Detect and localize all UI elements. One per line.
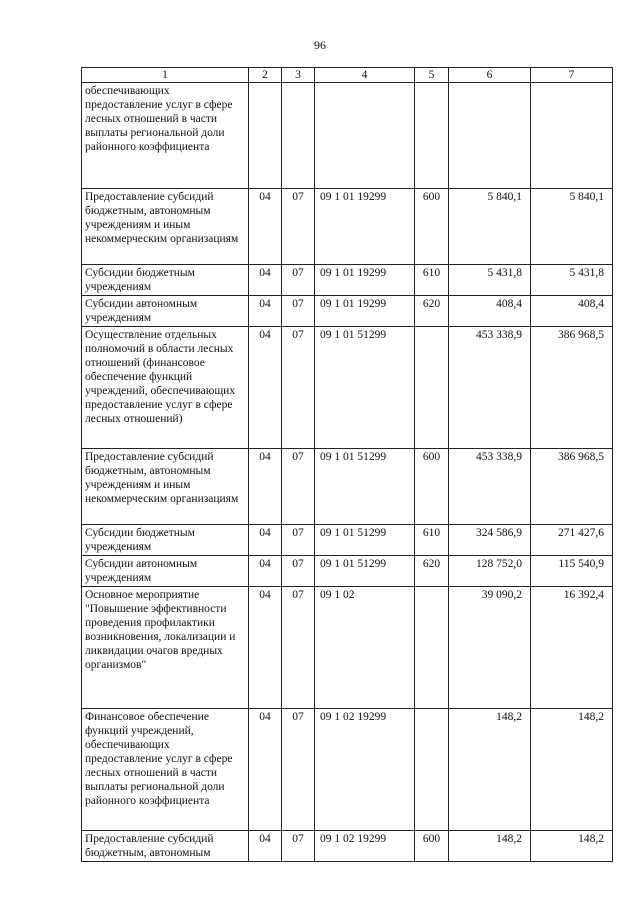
budget-table xyxy=(81,67,613,862)
row-sum-2 xyxy=(531,83,613,189)
table-row xyxy=(82,556,613,587)
header-row xyxy=(82,68,613,83)
row-target-code: 09 1 01 51299 xyxy=(315,525,415,556)
header-col-5: 5 xyxy=(415,68,449,83)
row-sum-2: 148,2 xyxy=(531,709,613,831)
row-expense-type: 600 xyxy=(415,189,449,265)
row-sum-2: 386 968,5 xyxy=(531,327,613,449)
row-sum-1: 453 338,9 xyxy=(449,449,531,525)
row-section xyxy=(249,83,282,189)
row-sum-2: 408,4 xyxy=(531,296,613,327)
row-expense-type: 620 xyxy=(415,556,449,587)
row-sum-2: 148,2 xyxy=(531,831,613,862)
row-target-code: 09 1 01 19299 xyxy=(315,189,415,265)
row-subsection: 07 xyxy=(282,525,315,556)
row-subsection: 07 xyxy=(282,709,315,831)
row-sum-1: 5 840,1 xyxy=(449,189,531,265)
row-expense-type: 610 xyxy=(415,525,449,556)
row-subsection: 07 xyxy=(282,265,315,296)
table-row xyxy=(82,831,613,862)
table-row xyxy=(82,587,613,709)
row-target-code: 09 1 01 51299 xyxy=(315,327,415,449)
row-section: 04 xyxy=(249,556,282,587)
row-expense-type xyxy=(415,83,449,189)
row-sum-2: 271 427,6 xyxy=(531,525,613,556)
row-subsection xyxy=(282,83,315,189)
row-name: Предоставление субсидий бюджетным, автономным учреждениям и иным некоммерческим организациям xyxy=(82,449,249,525)
header-col-3: 3 xyxy=(282,68,315,83)
table-row xyxy=(82,525,613,556)
row-sum-1: 453 338,9 xyxy=(449,327,531,449)
row-subsection: 07 xyxy=(282,449,315,525)
row-sum-1: 148,2 xyxy=(449,831,531,862)
row-expense-type: 620 xyxy=(415,296,449,327)
header-col-7: 7 xyxy=(531,68,613,83)
table-row xyxy=(82,449,613,525)
row-sum-2: 16 392,4 xyxy=(531,587,613,709)
row-name: Финансовое обеспечение функций учреждений, обеспечивающих предоставление услуг в сфере лесных отношений в части выплаты региональной доли районного коэффициента xyxy=(82,709,249,831)
row-sum-2: 5 840,1 xyxy=(531,189,613,265)
row-name: Осуществление отдельных полномочий в области лесных отношений (финансовое обеспечение функций учреждений, обеспечивающих предоставление услуг в сфере лесных отношений) xyxy=(82,327,249,449)
row-sum-1 xyxy=(449,83,531,189)
table-row xyxy=(82,296,613,327)
table-row xyxy=(82,709,613,831)
row-name: Субсидии автономным учреждениям xyxy=(82,556,249,587)
row-expense-type: 600 xyxy=(415,831,449,862)
row-expense-type xyxy=(415,587,449,709)
page-number: 96 xyxy=(314,38,326,52)
row-section: 04 xyxy=(249,449,282,525)
row-target-code: 09 1 01 19299 xyxy=(315,296,415,327)
row-section: 04 xyxy=(249,296,282,327)
row-sum-1: 5 431,8 xyxy=(449,265,531,296)
row-expense-type xyxy=(415,709,449,831)
row-name: Основное мероприятие "Повышение эффективности проведения профилактики возникновения, локализации и ликвидации очагов вредных организмов" xyxy=(82,587,249,709)
row-sum-1: 128 752,0 xyxy=(449,556,531,587)
table-row xyxy=(82,265,613,296)
table-row xyxy=(82,189,613,265)
row-section: 04 xyxy=(249,709,282,831)
row-sum-1: 408,4 xyxy=(449,296,531,327)
row-subsection: 07 xyxy=(282,587,315,709)
row-subsection: 07 xyxy=(282,556,315,587)
row-subsection: 07 xyxy=(282,327,315,449)
row-expense-type: 600 xyxy=(415,449,449,525)
header-col-6: 6 xyxy=(449,68,531,83)
row-section: 04 xyxy=(249,327,282,449)
table-row xyxy=(82,83,613,189)
row-expense-type xyxy=(415,327,449,449)
row-target-code: 09 1 02 19299 xyxy=(315,709,415,831)
row-name: Предоставление субсидий бюджетным, автономным xyxy=(82,831,249,862)
row-subsection: 07 xyxy=(282,831,315,862)
row-name: Предоставление субсидий бюджетным, автономным учреждениям и иным некоммерческим организациям xyxy=(82,189,249,265)
header-col-2: 2 xyxy=(249,68,282,83)
row-target-code: 09 1 02 19299 xyxy=(315,831,415,862)
row-section: 04 xyxy=(249,587,282,709)
row-target-code: 09 1 02 xyxy=(315,587,415,709)
row-expense-type: 610 xyxy=(415,265,449,296)
row-sum-2: 115 540,9 xyxy=(531,556,613,587)
row-sum-2: 386 968,5 xyxy=(531,449,613,525)
row-name: Субсидии автономным учреждениям xyxy=(82,296,249,327)
table-row xyxy=(82,327,613,449)
row-target-code: 09 1 01 51299 xyxy=(315,449,415,525)
row-target-code: 09 1 01 19299 xyxy=(315,265,415,296)
header-col-4: 4 xyxy=(315,68,415,83)
row-section: 04 xyxy=(249,525,282,556)
row-sum-2: 5 431,8 xyxy=(531,265,613,296)
row-section: 04 xyxy=(249,831,282,862)
row-name: обеспечивающих предоставление услуг в сфере лесных отношений в части выплаты региональной доли районного коэффициента xyxy=(82,83,249,189)
header-col-1: 1 xyxy=(82,68,249,83)
row-target-code: 09 1 01 51299 xyxy=(315,556,415,587)
row-subsection: 07 xyxy=(282,189,315,265)
row-target-code xyxy=(315,83,415,189)
row-subsection: 07 xyxy=(282,296,315,327)
row-name: Субсидии бюджетным учреждениям xyxy=(82,525,249,556)
row-sum-1: 324 586,9 xyxy=(449,525,531,556)
row-section: 04 xyxy=(249,189,282,265)
row-name: Субсидии бюджетным учреждениям xyxy=(82,265,249,296)
row-section: 04 xyxy=(249,265,282,296)
row-sum-1: 148,2 xyxy=(449,709,531,831)
row-sum-1: 39 090,2 xyxy=(449,587,531,709)
